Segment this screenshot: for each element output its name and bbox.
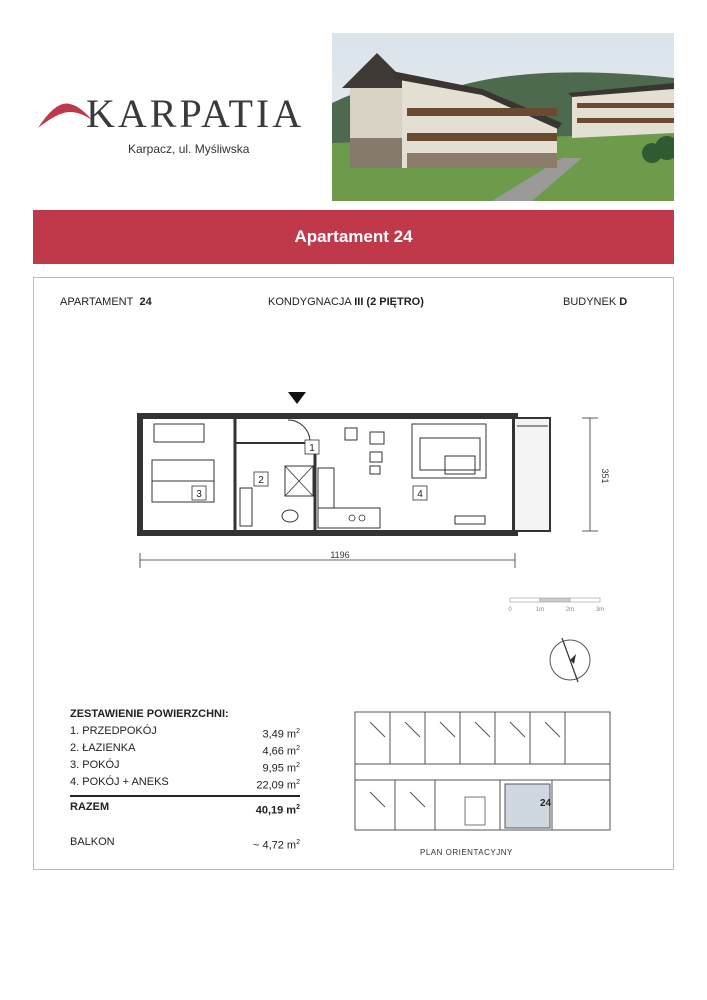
building-value: D: [619, 296, 628, 308]
summary-total: [70, 795, 300, 816]
room-area: 3,49 $m^2$: [262, 728, 300, 741]
scale-label-3: 3m: [595, 607, 605, 613]
scale-label-2: 2m: [565, 607, 575, 613]
room-name: 1. PRZEDPOKÓJ: [70, 725, 157, 737]
summary-row: [70, 723, 300, 740]
room-2-label: 2: [258, 475, 264, 486]
orientation-plan: [340, 702, 620, 837]
total-area: 40,19 $m^2$: [255, 804, 300, 817]
balcony-area: ~ 4,72 $m^2$: [252, 839, 300, 852]
entrance-arrow-icon: [288, 392, 306, 404]
balcony-row: [70, 834, 300, 851]
summary-row: [70, 740, 300, 757]
highlight-label: 24: [540, 798, 552, 809]
apartment-number: 24: [139, 296, 152, 308]
level-label: [268, 296, 424, 308]
summary-title: ZESTAWIENIE POWIERZCHNI:: [70, 708, 229, 720]
level-label-text: KONDYGNACJA: [268, 296, 352, 308]
brand-address: Karpacz, ul. Myśliwska: [128, 142, 250, 156]
scale-bar: [505, 596, 605, 616]
scale-label-1: 1m: [535, 607, 545, 613]
room-name: 3. POKÓJ: [70, 759, 120, 771]
height-dimension: 351: [600, 468, 610, 484]
room-name: 2. ŁAZIENKA: [70, 742, 136, 754]
area-summary: [70, 708, 300, 851]
balcony-label: BALKON: [70, 836, 115, 848]
room-3-label: 3: [196, 489, 202, 500]
apartment-label-text: APARTAMENT: [60, 296, 134, 308]
room-area: 22,09 $m^2$: [256, 779, 300, 792]
floor-plan: [130, 388, 610, 578]
orientation-caption: PLAN ORIENTACYJNY: [420, 848, 513, 857]
room-1-label: 1: [309, 443, 315, 454]
scale-label-0: 0: [508, 607, 512, 613]
total-label: RAZEM: [70, 801, 110, 813]
brand-logo: [36, 80, 326, 170]
compass-north-icon: [540, 630, 600, 690]
brand-name: KARPATIA: [86, 91, 305, 136]
width-dimension: 1196: [330, 550, 350, 560]
title-banner: [33, 210, 674, 264]
room-4-label: 4: [417, 489, 423, 500]
room-name: 4. POKÓJ + ANEKS: [70, 776, 169, 788]
banner-title: Apartament 24: [294, 227, 413, 246]
building-photo: [332, 33, 674, 201]
level-value: III (2 PIĘTRO): [354, 296, 424, 308]
apartment-label: [60, 296, 152, 308]
summary-row: [70, 757, 300, 774]
room-area: 9,95 $m^2$: [262, 762, 300, 775]
summary-row: [70, 774, 300, 791]
building-label-text: BUDYNEK: [563, 296, 617, 308]
building-label: [563, 296, 627, 308]
room-area: 4,66 $m^2$: [262, 745, 300, 758]
